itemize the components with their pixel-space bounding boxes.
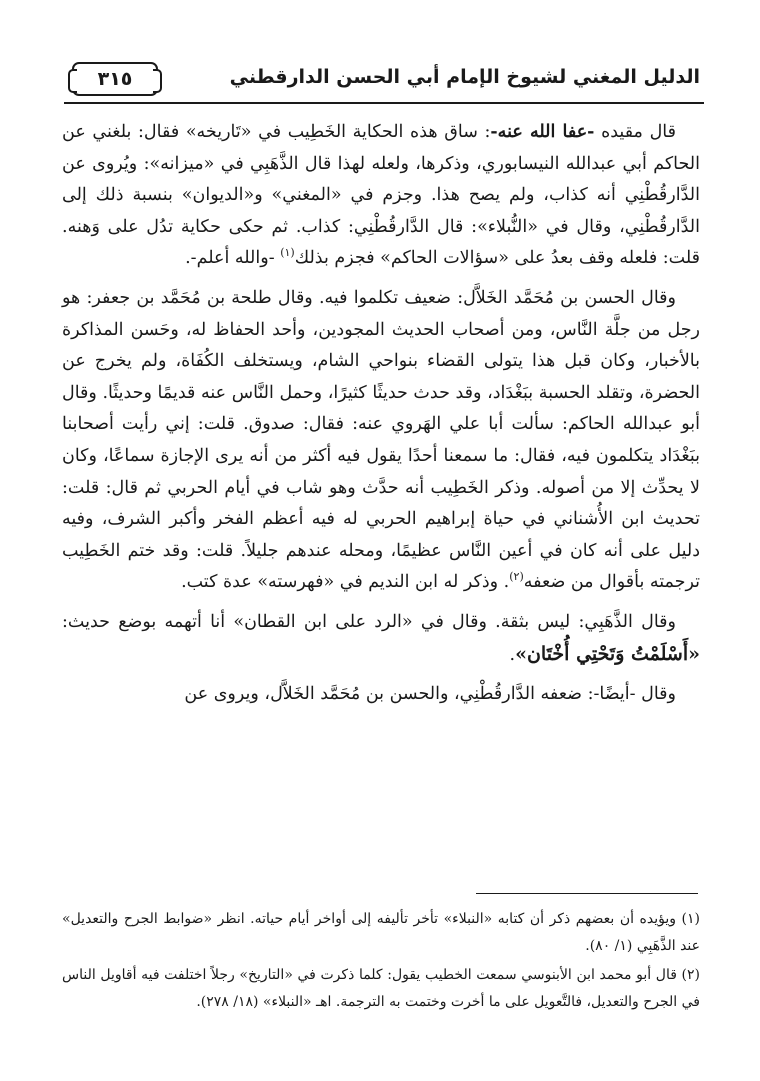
hadith-quote: «أَسْلَمْتُ وَتَحْتِي أُخْتَان» [515,642,700,665]
author-prayer: -عفا الله عنه- [490,122,595,142]
page-number: ٣١٥ [97,68,133,90]
footnote-ref-1[interactable]: (١) [280,246,295,260]
paragraph-3: وقال الذَّهَبِي: ليس بثقة. وقال في «الرد على ابن القطان» أنا أتهمه بوضع حديث: «أَسْلَمْتُ وَتَحْتِي أُخْتَان». [62,611,700,665]
running-header [64,60,704,108]
paragraph-1: قال مقيده -عفا الله عنه-: ساق هذه الحكاية الخَطِيب في «تَاريخه» فقال: بلغني عن الحاكم أبي عبدالله النيسابوري، وذكرها، ولعله لهذا قال الذَّهَبِي في «ميزانه»: ويُروى عن الدَّارقُطْنِي أنه كذاب، ولم يصح هذا. وجزم في «المغني» و«الديوان» بنسبة ذلك إلى الدَّارقُطْنِي، وقال في «النُّبلاء»: قال الدَّارقُطْنِي: كذاب. ثم حكى حكاية تدُل على وَهنه. قلت: فلعله وقف بعدُ على «سؤالات الحاكم» فجزم بذلك$^{(١)}$ -والله أعلم-. [62,122,700,269]
main-text [62,117,700,719]
footnote-1: (١) ويؤيده أن بعضهم ذكر أن كتابه «النبلاء» تأخر تأليفه إلى أواخر أيام حياته. انظر «ضوابط الجرح والتعديل» عند الذَّهَبِي (١/ ٨٠). [62,911,700,954]
paragraph-4: وقال -أيضًا-: ضعفه الدَّارقُطْنِي، والحسن بن مُحَمَّد الخَلاَّل، ويروى عن [184,684,676,705]
footnotes [62,906,700,1018]
header-divider [64,102,704,104]
page-number-frame [72,62,158,96]
footnote-ref-2[interactable]: (٢) [509,570,524,584]
book-title: الدليل المغني لشيوخ الإمام أبي الحسن الدارقطني [229,66,700,88]
footnote-divider [476,893,698,894]
footnote-2: (٢) قال أبو محمد ابن الأبنوسي سمعت الخطيب يقول: كلما ذكرت في «التاريخ» رجلاً اختلفت فيه أقاويل الناس في الجرح والتعديل، فالتَّعويل على ما أخرت وختمت به الترجمة. اهـ «النبلاء» (١٨/ ٢٧٨). [62,967,700,1010]
paragraph-2: وقال الحسن بن مُحَمَّد الخَلاَّل: ضعيف تكلموا فيه. وقال طلحة بن مُحَمَّد بن جعفر: هو رجل من جلَّة النَّاس، ومن أصحاب الحديث المجودين، وأحد الحفاظ له، وحَسن المذاكرة بالأخبار، وكان قبل هذا يتولى القضاء بنواحي الشام، ويستخلف الكُفَاة، ولم يخرج عن الحضرة، وتقلد الحسبة ببَغْدَاد، وقد حدث حديثًا كثيرًا، وحمل النَّاس عنه قديمًا وحديثًا. وقال أبو عبدالله الحاكم: سألت أبا علي الهَروي عنه: فقال: صدوق. قلت: إني رأيت أصحابنا ببَغْدَاد يتكلمون فيه، فقال: ما سمعنا أحدًا يقول فيه أكثر من أنه يرى الإجازة سماعًا، وكان لا يحدِّث إلا من أصوله. وذكر الخَطِيب أنه حدَّث وهو شاب في أيام الحربي ثم قال: قلت: تحديث ابن الأُشناني في حياة إبراهيم الحربي له فيه أعظم الفخر وأكبر الشرف، وفيه دليل على أنه كان في أعين النَّاس عظيمًا، ومحله عندهم جليلاً. قلت: وقد ختم الخَطِيب ترجمته بأقوال من ضعفه$^{(٢)}$. وذكر له ابن النديم في «فهرسته» عدة كتب. [62,287,700,593]
